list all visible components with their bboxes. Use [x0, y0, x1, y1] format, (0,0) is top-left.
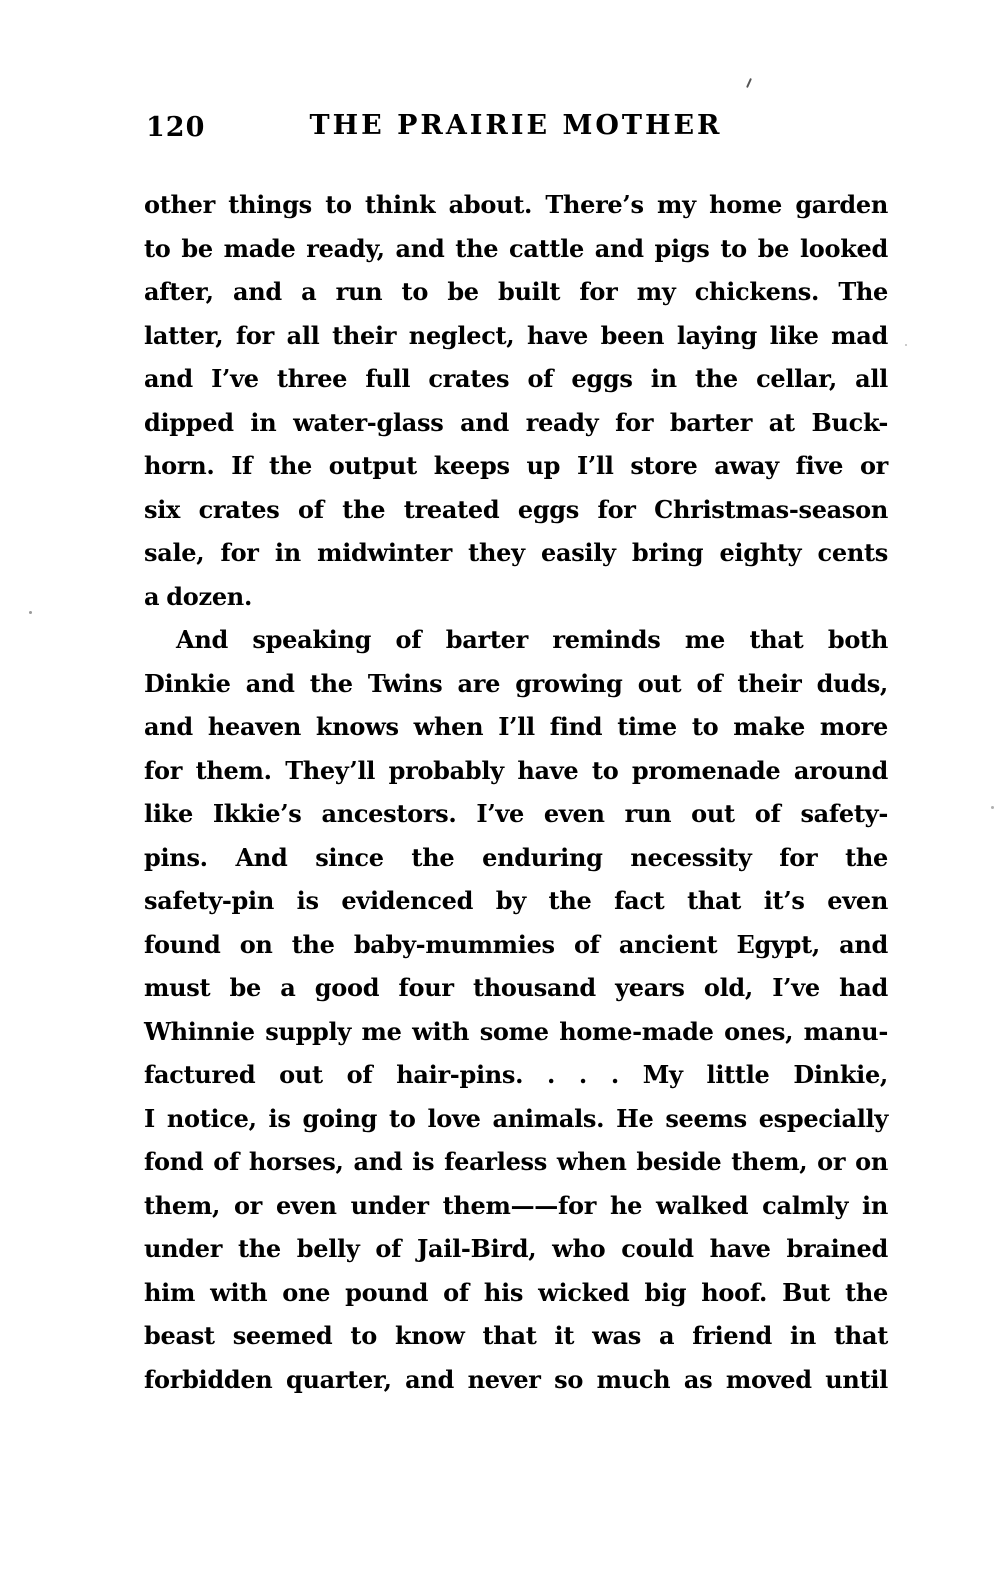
text-line: must be a good four thousand years old, I’ve had	[144, 973, 888, 1002]
text-line: forbidden quarter, and never so much as moved until	[144, 1364, 888, 1394]
text-line: sale, for in midwinter they easily bring eighty cents	[144, 538, 888, 567]
text-line: for them. They’ll probably have to promenade around	[144, 755, 888, 785]
scan-speck	[29, 611, 32, 614]
text-line: and heaven knows when I’ll find time to make more	[144, 712, 888, 741]
scan-speck	[905, 344, 907, 346]
running-title: THE PRAIRIE MOTHER	[309, 110, 723, 141]
text-line: him with one pound of his wicked big hoof. But the	[144, 1277, 888, 1307]
page-header	[144, 110, 888, 146]
scan-speck	[746, 78, 752, 88]
text-line: them, or even under them——for he walked calmly in	[144, 1190, 888, 1220]
text-line: latter, for all their neglect, have been laying like mad	[144, 320, 888, 350]
text-line: and I’ve three full crates of eggs in the cellar, all	[144, 364, 888, 393]
text-line: I notice, is going to love animals. He seems especially	[144, 1103, 888, 1133]
page-number: 120	[146, 112, 206, 143]
text-line: other things to think about. There’s my home garden	[144, 190, 888, 219]
text-line: six crates of the treated eggs for Christmas-season	[144, 494, 888, 524]
text-line: to be made ready, and the cattle and pigs to be looked	[144, 233, 888, 263]
text-line: Whinnie supply me with some home-made ones, manu-	[144, 1016, 888, 1046]
text-line: after, and a run to be built for my chickens. The	[144, 277, 888, 306]
text-line: horn. If the output keeps up I’ll store away five or	[144, 451, 888, 480]
body-text	[144, 183, 888, 1401]
text-line: safety-pin is evidenced by the fact that it’s even	[144, 886, 888, 915]
text-line: found on the baby-mummies of ancient Egypt, and	[144, 929, 888, 959]
text-line: beast seemed to know that it was a friend in that	[144, 1321, 888, 1350]
text-line: fond of horses, and is fearless when beside them, or on	[144, 1147, 888, 1176]
text-line: And speaking of barter reminds me that both	[176, 625, 888, 654]
text-line: like Ikkie’s ancestors. I’ve even run out of safety-	[144, 799, 888, 828]
scan-speck	[991, 806, 994, 809]
text-line: a dozen.	[144, 581, 252, 611]
text-line: factured out of hair-pins. . . . My little Dinkie,	[144, 1060, 888, 1089]
text-line: dipped in water-glass and ready for barter at Buck-	[144, 407, 888, 437]
text-line: under the belly of Jail-Bird, who could have brained	[144, 1234, 888, 1263]
text-line: pins. And since the enduring necessity for the	[144, 842, 888, 872]
text-line: Dinkie and the Twins are growing out of their duds,	[144, 668, 888, 698]
